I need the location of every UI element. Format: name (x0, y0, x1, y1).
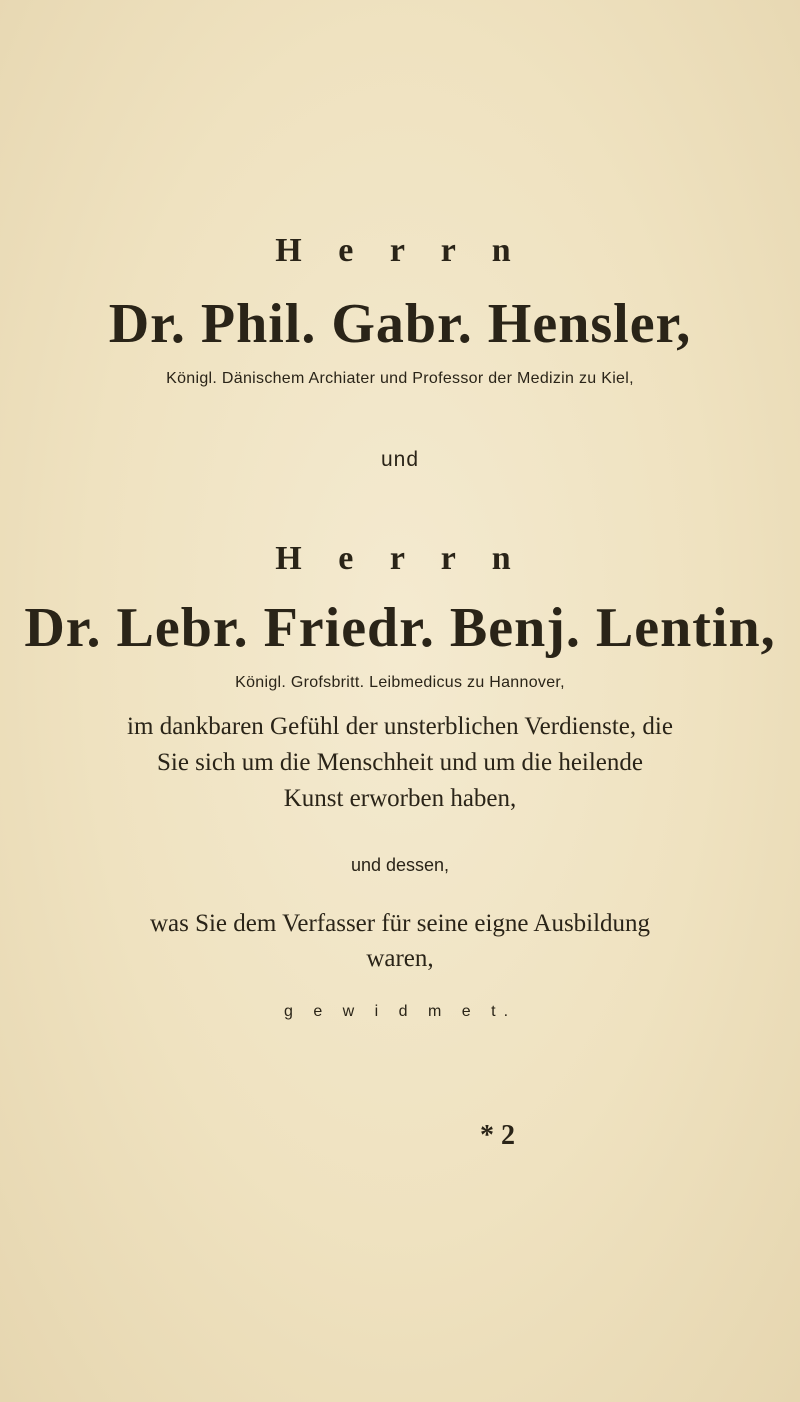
waren-line: waren, (366, 945, 434, 972)
body-line-2: Sie sich um die Menschheit und um die heilende (156, 749, 643, 776)
body-line-3: Kunst erworben haben, (283, 785, 517, 812)
dedicatee-name-1: Dr. Phil. Gabr. Hensler, (108, 293, 692, 355)
body-line-1: im dankbaren Gefühl der unsterblichen Verdienste, die (127, 713, 673, 740)
dedicatee-name-2: Dr. Lebr. Friedr. Benj. Lentin, (24, 597, 776, 659)
dedicatee-title-1: Königl. Dänischem Archiater und Professor der Medizin zu Kiel, (166, 370, 634, 387)
dedicatee-title-2: Königl. Grofsbritt. Leibmedicus zu Hannover, (235, 674, 565, 691)
herrn-heading-1: H e r r n (275, 232, 525, 269)
was-line: was Sie dem Verfasser für seine eigne Ausbildung (149, 910, 651, 937)
und-dessen-line: und dessen, (350, 855, 450, 875)
gewidmet-line: g e w i d m e t. (283, 1003, 517, 1020)
herrn-heading-2: H e r r n (275, 540, 525, 577)
signature-mark: * 2 (480, 1120, 515, 1151)
conjunction-und: und (380, 448, 420, 471)
